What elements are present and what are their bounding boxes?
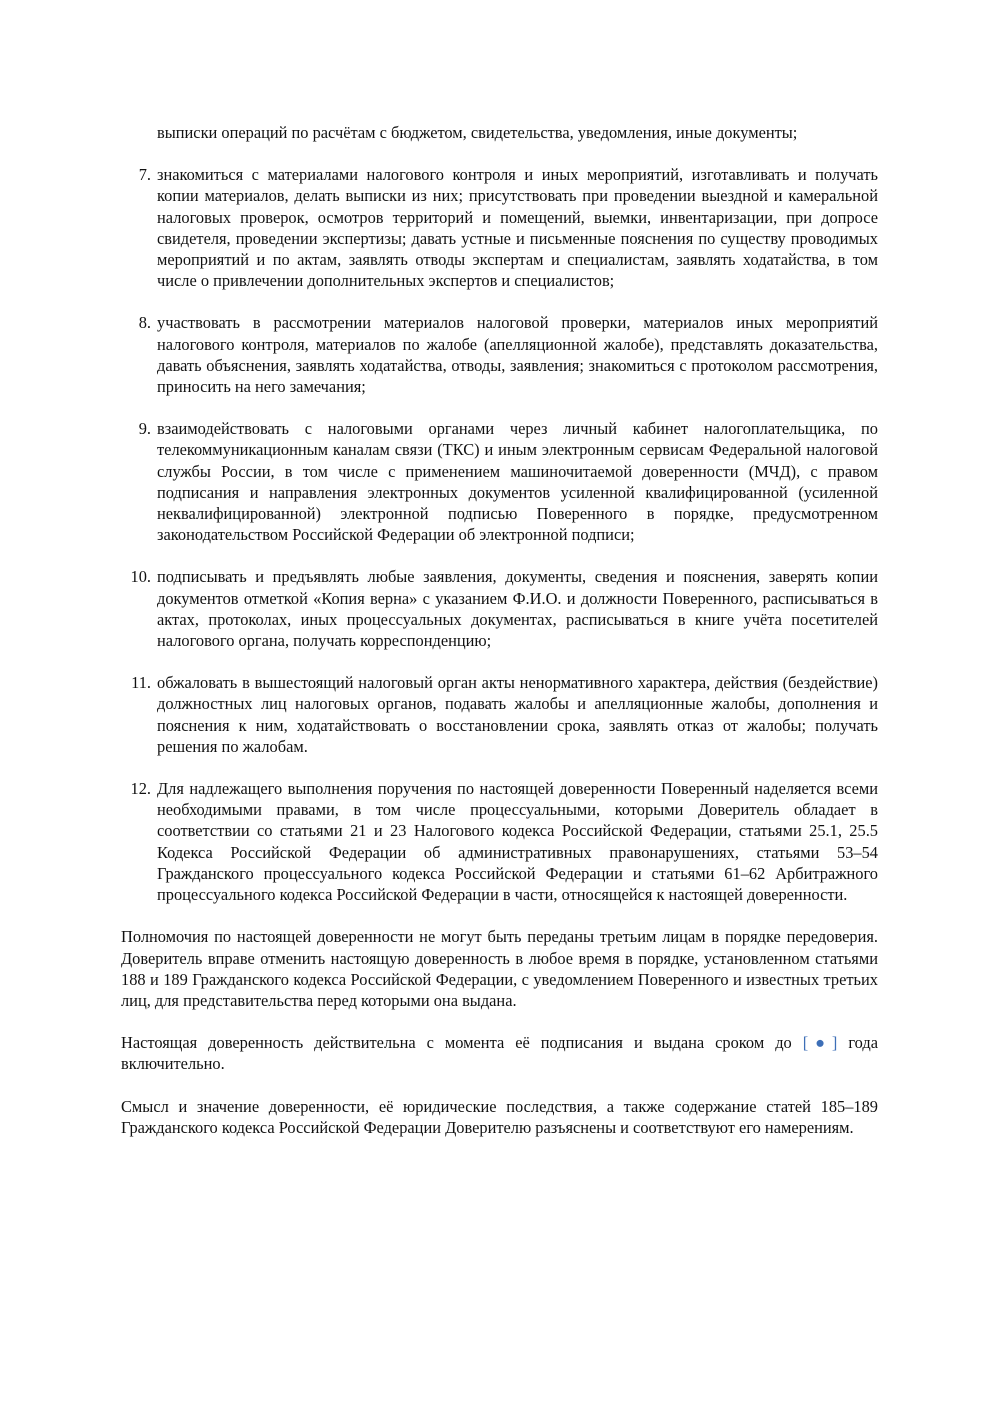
list-item-10 bbox=[121, 566, 878, 651]
list-item-9 bbox=[121, 418, 878, 545]
validity-paragraph bbox=[121, 1032, 878, 1074]
list-item-text: взаимодействовать с налоговыми органами через личный кабинет налогоплательщика, по телекоммуникационным каналам связи (ТКС) и иным электронным сервисам Федеральной налоговой службы России, в том числе с применением машиночитаемой доверенности (МЧД), с правом подписания и направления электронных документов усиленной квалифицированной (усиленной неквалифицированной) электронной подписью Поверенного в порядке, предусмотренном законодательством Российской Федерации об электронной подписи; bbox=[157, 419, 878, 545]
document-page bbox=[121, 122, 878, 1159]
list-item-number: 10. bbox=[130, 567, 151, 587]
redelegation-paragraph: Полномочия по настоящей доверенности не могут быть переданы третьим лицам в порядке передоверия. Доверитель вправе отменить настоящую доверенность в любое время в порядке, установленном статьями 188 и 189 Гражданского кодекса Российской Федерации, с уведомлением Поверенного и известных третьих лиц, для представительства перед которыми она выдана. bbox=[121, 927, 878, 1010]
list-item-text: участвовать в рассмотрении материалов налоговой проверки, материалов иных мероприятий налогового контроля, материалов по жалобе (апелляционной жалобе), представлять доказательства, давать объяснения, заявлять ходатайства, отводы, заявления; знакомиться с протоколом рассмотрения, приносить на него замечания; bbox=[157, 313, 878, 397]
list-item-number: 9. bbox=[138, 419, 151, 439]
list-item-7 bbox=[121, 164, 878, 291]
list-item-text: Для надлежащего выполнения поручения по настоящей доверенности Поверенный наделяется всеми необходимыми правами, в том числе процессуальными, которыми Доверитель обладает в соответствии со статьями 21 и 23 Налогового кодекса Российской Федерации, статьями 25.1, 25.5 Кодекса Российской Федерации об административных правонарушениях, статьями 53–54 Гражданского процессуального кодекса Российской Федерации и статьями 61–62 Арбитражного процессуального кодекса Российской Федерации в части, относящейся к настоящей доверенности. bbox=[157, 779, 878, 905]
list-item-8 bbox=[121, 312, 878, 397]
list-item-text: подписывать и предъявлять любые заявления, документы, сведения и пояснения, заверять копии документов отметкой «Копия верна» с указанием Ф.И.О. и должности Поверенного, расписываться в актах, протоколах, иных процессуальных документах, расписываться в книге учёта посетителей налогового органа, получать корреспонденцию; bbox=[157, 567, 878, 651]
list-item-11 bbox=[121, 672, 878, 757]
list-item-continuation: выписки операций по расчётам с бюджетом, свидетельства, уведомления, иные документы; bbox=[157, 123, 798, 142]
explanation-paragraph: Смысл и значение доверенности, её юридические последствия, а также содержание статей 185–189 Гражданского кодекса Российской Федерации Доверителю разъяснены и соответствуют его намерениям. bbox=[121, 1096, 878, 1137]
list-item-number: 7. bbox=[138, 165, 151, 185]
list-item-text: обжаловать в вышестоящий налоговый орган акты ненормативного характера, действия (бездействие) должностных лиц налоговых органов, подавать жалобы и апелляционные жалобы, дополнения и пояснения к ним, ходатайствовать о восстановлении срока, заявлять отказ от жалобы; получать решения по жалобам. bbox=[157, 673, 878, 756]
list-item-number: 12. bbox=[130, 779, 151, 799]
validity-text-end: года включительно. bbox=[121, 1033, 879, 1074]
list-item-number: 8. bbox=[138, 313, 151, 333]
list-item-number: 11. bbox=[131, 673, 151, 693]
validity-text-start: Настоящая доверенность действительна с момента её подписания и выдана сроком до bbox=[121, 1033, 803, 1053]
list-item-12 bbox=[121, 778, 878, 905]
date-placeholder[interactable]: [●] bbox=[802, 1033, 838, 1053]
list-item-text: знакомиться с материалами налогового контроля и иных мероприятий, изготавливать и получать копии материалов, делать выписки из них; присутствовать при проведении выездной и камеральной налоговых проверок, осмотров территорий и помещений, выемки, инвентаризации, при допросе свидетеля, проведении экспертизы; давать устные и письменные пояснения по существу проводимых мероприятий и по актам, заявлять отводы экспертам и специалистам, заявлять ходатайства, в том числе о привлечении дополнительных экспертов и специалистов; bbox=[157, 165, 878, 291]
